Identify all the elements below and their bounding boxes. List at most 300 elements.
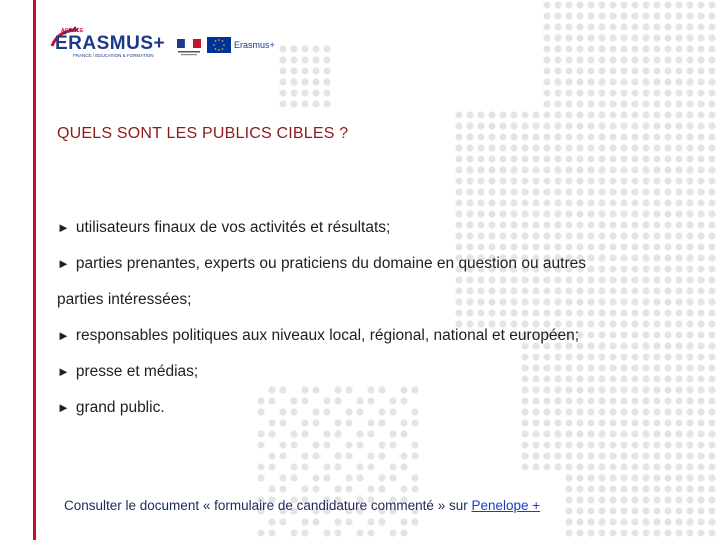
map-dot (543, 56, 550, 63)
map-dot (598, 155, 605, 162)
map-dot (334, 485, 341, 492)
map-dot (598, 67, 605, 74)
map-dot (543, 452, 550, 459)
map-dot (378, 485, 385, 492)
map-dot (587, 199, 594, 206)
bullet-text: utilisateurs finaux de vos activités et résultats; (75, 219, 391, 236)
map-dot (477, 166, 484, 173)
map-dot (642, 452, 649, 459)
map-dot (620, 177, 627, 184)
map-dot (664, 23, 671, 30)
map-dot (565, 1, 572, 8)
map-dot (532, 188, 539, 195)
map-dot (664, 155, 671, 162)
map-dot (532, 111, 539, 118)
map-dot (565, 67, 572, 74)
map-dot (708, 89, 715, 96)
map-dot (565, 23, 572, 30)
map-dot (323, 474, 330, 481)
bullet-item (57, 318, 697, 354)
map-dot (697, 419, 704, 426)
map-dot (642, 507, 649, 514)
map-dot (554, 1, 561, 8)
map-dot (620, 122, 627, 129)
page-title: QUELS SONT LES PUBLICS CIBLES ? (57, 125, 349, 142)
map-dot (697, 331, 704, 338)
map-dot (675, 78, 682, 85)
map-dot (653, 441, 660, 448)
map-dot (587, 518, 594, 525)
map-dot (708, 452, 715, 459)
map-dot (587, 529, 594, 536)
map-dot (686, 166, 693, 173)
map-dot (301, 518, 308, 525)
map-dot (631, 507, 638, 514)
map-dot (587, 188, 594, 195)
map-dot (631, 45, 638, 52)
map-dot (686, 155, 693, 162)
map-dot (488, 133, 495, 140)
map-dot (576, 155, 583, 162)
map-dot (345, 474, 352, 481)
map-dot (367, 452, 374, 459)
map-dot (543, 122, 550, 129)
map-dot (554, 78, 561, 85)
map-dot (686, 485, 693, 492)
map-dot (631, 1, 638, 8)
map-dot (312, 474, 319, 481)
map-dot (642, 485, 649, 492)
map-dot (686, 474, 693, 481)
map-dot (642, 463, 649, 470)
bullet-item (57, 354, 697, 390)
map-dot (708, 188, 715, 195)
map-dot (609, 474, 616, 481)
map-dot (598, 177, 605, 184)
map-dot (686, 100, 693, 107)
map-dot (598, 518, 605, 525)
footer-text: Consulter le document « formulaire de candidature commenté » sur (64, 498, 472, 513)
map-dot (466, 111, 473, 118)
map-dot (620, 452, 627, 459)
map-dot (323, 529, 330, 536)
map-dot (334, 529, 341, 536)
map-dot (499, 166, 506, 173)
map-dot (521, 155, 528, 162)
map-dot (312, 78, 319, 85)
map-dot (686, 188, 693, 195)
map-dot (686, 441, 693, 448)
map-dot (356, 463, 363, 470)
map-dot (664, 441, 671, 448)
map-dot (290, 474, 297, 481)
map-dot (257, 430, 264, 437)
map-dot (686, 430, 693, 437)
map-dot (642, 122, 649, 129)
map-dot (323, 463, 330, 470)
map-dot (708, 518, 715, 525)
map-dot (400, 463, 407, 470)
arrow-right-icon: ► (57, 328, 70, 343)
map-dot (675, 188, 682, 195)
map-dot (620, 12, 627, 19)
map-dot (609, 144, 616, 151)
map-dot (598, 34, 605, 41)
map-dot (609, 463, 616, 470)
map-dot (686, 111, 693, 118)
map-dot (642, 23, 649, 30)
map-dot (554, 452, 561, 459)
map-dot (290, 430, 297, 437)
eu-erasmus-plus-logo (207, 37, 273, 55)
map-dot (653, 56, 660, 63)
map-dot (642, 67, 649, 74)
map-dot (279, 518, 286, 525)
map-dot (631, 441, 638, 448)
map-dot (466, 144, 473, 151)
map-dot (653, 199, 660, 206)
map-dot (653, 67, 660, 74)
map-dot (257, 463, 264, 470)
map-dot (389, 430, 396, 437)
map-dot (620, 111, 627, 118)
map-dot (587, 441, 594, 448)
map-dot (367, 430, 374, 437)
map-dot (598, 452, 605, 459)
map-dot (257, 529, 264, 536)
map-dot (356, 529, 363, 536)
map-dot (675, 463, 682, 470)
map-dot (697, 386, 704, 393)
bullet-item (57, 390, 697, 426)
map-dot (532, 166, 539, 173)
map-dot (400, 430, 407, 437)
map-dot (631, 122, 638, 129)
map-dot (389, 474, 396, 481)
map-dot (653, 12, 660, 19)
map-dot (620, 463, 627, 470)
map-dot (279, 100, 286, 107)
map-dot (554, 34, 561, 41)
map-dot (488, 177, 495, 184)
map-dot (697, 188, 704, 195)
map-dot (598, 507, 605, 514)
map-dot (323, 441, 330, 448)
map-dot (499, 111, 506, 118)
map-dot (301, 100, 308, 107)
map-dot (697, 34, 704, 41)
map-dot (532, 199, 539, 206)
map-dot (675, 166, 682, 173)
map-dot (466, 133, 473, 140)
map-dot (345, 518, 352, 525)
map-dot (257, 474, 264, 481)
penelope-link[interactable]: Penelope + (471, 498, 541, 513)
map-dot (268, 452, 275, 459)
map-dot (312, 89, 319, 96)
map-dot (268, 463, 275, 470)
map-dot (664, 199, 671, 206)
map-dot (664, 133, 671, 140)
map-dot (477, 177, 484, 184)
map-dot (510, 199, 517, 206)
map-dot (708, 166, 715, 173)
map-dot (697, 353, 704, 360)
map-dot (609, 100, 616, 107)
map-dot (642, 518, 649, 525)
map-dot (543, 166, 550, 173)
map-dot (400, 452, 407, 459)
map-dot (609, 1, 616, 8)
map-dot (565, 518, 572, 525)
map-dot (576, 89, 583, 96)
map-dot (598, 485, 605, 492)
map-dot (598, 166, 605, 173)
map-dot (554, 89, 561, 96)
bullet-text: parties prenantes, experts ou praticiens du domaine en question ou autres (75, 255, 586, 272)
map-dot (642, 100, 649, 107)
map-dot (664, 78, 671, 85)
map-dot (312, 518, 319, 525)
map-dot (576, 518, 583, 525)
map-dot (576, 34, 583, 41)
map-dot (653, 518, 660, 525)
map-dot (631, 177, 638, 184)
map-dot (576, 177, 583, 184)
map-dot (653, 166, 660, 173)
map-dot (598, 12, 605, 19)
erasmus-wordmark: ERASMUS+ (55, 33, 166, 54)
map-dot (576, 56, 583, 63)
map-dot (334, 452, 341, 459)
map-dot (697, 210, 704, 217)
map-dot (521, 199, 528, 206)
map-dot (609, 441, 616, 448)
map-dot (521, 122, 528, 129)
map-dot (587, 12, 594, 19)
map-dot (708, 276, 715, 283)
map-dot (664, 463, 671, 470)
map-dot (543, 177, 550, 184)
map-dot (576, 485, 583, 492)
map-dot (499, 177, 506, 184)
map-dot (477, 111, 484, 118)
map-dot (664, 56, 671, 63)
map-dot (653, 45, 660, 52)
map-dot (587, 34, 594, 41)
map-dot (686, 133, 693, 140)
map-dot (510, 177, 517, 184)
map-dot (587, 45, 594, 52)
map-dot (312, 100, 319, 107)
map-dot (609, 34, 616, 41)
republique-francaise-logo-icon (175, 37, 203, 59)
map-dot (642, 12, 649, 19)
map-dot (576, 441, 583, 448)
map-dot (543, 199, 550, 206)
map-dot (620, 144, 627, 151)
map-dot (708, 56, 715, 63)
map-dot (411, 452, 418, 459)
map-dot (587, 474, 594, 481)
map-dot (565, 166, 572, 173)
map-dot (631, 111, 638, 118)
map-dot (554, 45, 561, 52)
map-dot (587, 485, 594, 492)
map-dot (587, 155, 594, 162)
map-dot (565, 463, 572, 470)
map-dot (642, 144, 649, 151)
map-dot (565, 89, 572, 96)
map-dot (686, 23, 693, 30)
map-dot (609, 529, 616, 536)
map-dot (708, 331, 715, 338)
map-dot (312, 452, 319, 459)
map-dot (543, 67, 550, 74)
map-dot (290, 463, 297, 470)
map-dot (620, 474, 627, 481)
map-dot (400, 485, 407, 492)
map-dot (543, 100, 550, 107)
map-dot (488, 155, 495, 162)
map-dot (488, 166, 495, 173)
map-dot (576, 12, 583, 19)
map-dot (532, 122, 539, 129)
map-dot (675, 122, 682, 129)
map-dot (279, 474, 286, 481)
map-dot (598, 56, 605, 63)
map-dot (708, 34, 715, 41)
map-dot (609, 122, 616, 129)
map-dot (279, 485, 286, 492)
map-dot (708, 243, 715, 250)
map-dot (697, 166, 704, 173)
map-dot (675, 1, 682, 8)
map-dot (268, 430, 275, 437)
map-dot (675, 100, 682, 107)
map-dot (598, 474, 605, 481)
map-dot (708, 287, 715, 294)
map-dot (598, 133, 605, 140)
map-dot (620, 166, 627, 173)
map-dot (400, 529, 407, 536)
map-dot (609, 78, 616, 85)
map-dot (675, 89, 682, 96)
map-dot (620, 441, 627, 448)
map-dot (488, 144, 495, 151)
map-dot (521, 111, 528, 118)
map-dot (587, 507, 594, 514)
map-dot (609, 188, 616, 195)
map-dot (543, 133, 550, 140)
map-dot (686, 177, 693, 184)
eu-erasmus-label: Erasmus+ (234, 40, 275, 50)
header-logos (45, 20, 305, 70)
map-dot (488, 111, 495, 118)
arrow-right-icon: ► (57, 256, 70, 271)
map-dot (609, 12, 616, 19)
map-dot (642, 529, 649, 536)
map-dot (697, 529, 704, 536)
map-dot (686, 34, 693, 41)
map-dot (653, 122, 660, 129)
map-dot (664, 89, 671, 96)
map-dot (653, 34, 660, 41)
map-dot (312, 485, 319, 492)
map-dot (708, 529, 715, 536)
map-dot (609, 23, 616, 30)
map-dot (543, 12, 550, 19)
map-dot (565, 34, 572, 41)
map-dot (609, 452, 616, 459)
map-dot (565, 474, 572, 481)
map-dot (708, 408, 715, 415)
map-dot (323, 45, 330, 52)
map-dot (543, 144, 550, 151)
map-dot (565, 177, 572, 184)
map-dot (609, 133, 616, 140)
map-dot (631, 34, 638, 41)
map-dot (620, 430, 627, 437)
map-dot (499, 199, 506, 206)
map-dot (708, 375, 715, 382)
map-dot (686, 1, 693, 8)
map-dot (455, 199, 462, 206)
map-dot (466, 177, 473, 184)
map-dot (609, 177, 616, 184)
map-dot (587, 166, 594, 173)
map-dot (653, 507, 660, 514)
map-dot (554, 111, 561, 118)
map-dot (598, 45, 605, 52)
map-dot (510, 188, 517, 195)
map-dot (697, 320, 704, 327)
map-dot (620, 100, 627, 107)
map-dot (653, 485, 660, 492)
map-dot (686, 56, 693, 63)
map-dot (675, 496, 682, 503)
map-dot (664, 111, 671, 118)
arrow-right-icon: ► (57, 364, 70, 379)
map-dot (565, 485, 572, 492)
map-dot (697, 199, 704, 206)
map-dot (642, 155, 649, 162)
map-dot (554, 67, 561, 74)
map-dot (268, 485, 275, 492)
map-dot (653, 1, 660, 8)
map-dot (697, 221, 704, 228)
map-dot (631, 474, 638, 481)
map-dot (697, 111, 704, 118)
map-dot (565, 12, 572, 19)
map-dot (686, 452, 693, 459)
map-dot (499, 133, 506, 140)
map-dot (587, 23, 594, 30)
map-dot (543, 89, 550, 96)
map-dot (653, 474, 660, 481)
map-dot (664, 518, 671, 525)
map-dot (521, 144, 528, 151)
map-dot (510, 144, 517, 151)
erasmus-plus-agence-logo (45, 20, 170, 70)
map-dot (675, 12, 682, 19)
map-dot (521, 441, 528, 448)
map-dot (686, 67, 693, 74)
map-dot (631, 496, 638, 503)
map-dot (543, 1, 550, 8)
map-dot (301, 78, 308, 85)
map-dot (301, 463, 308, 470)
